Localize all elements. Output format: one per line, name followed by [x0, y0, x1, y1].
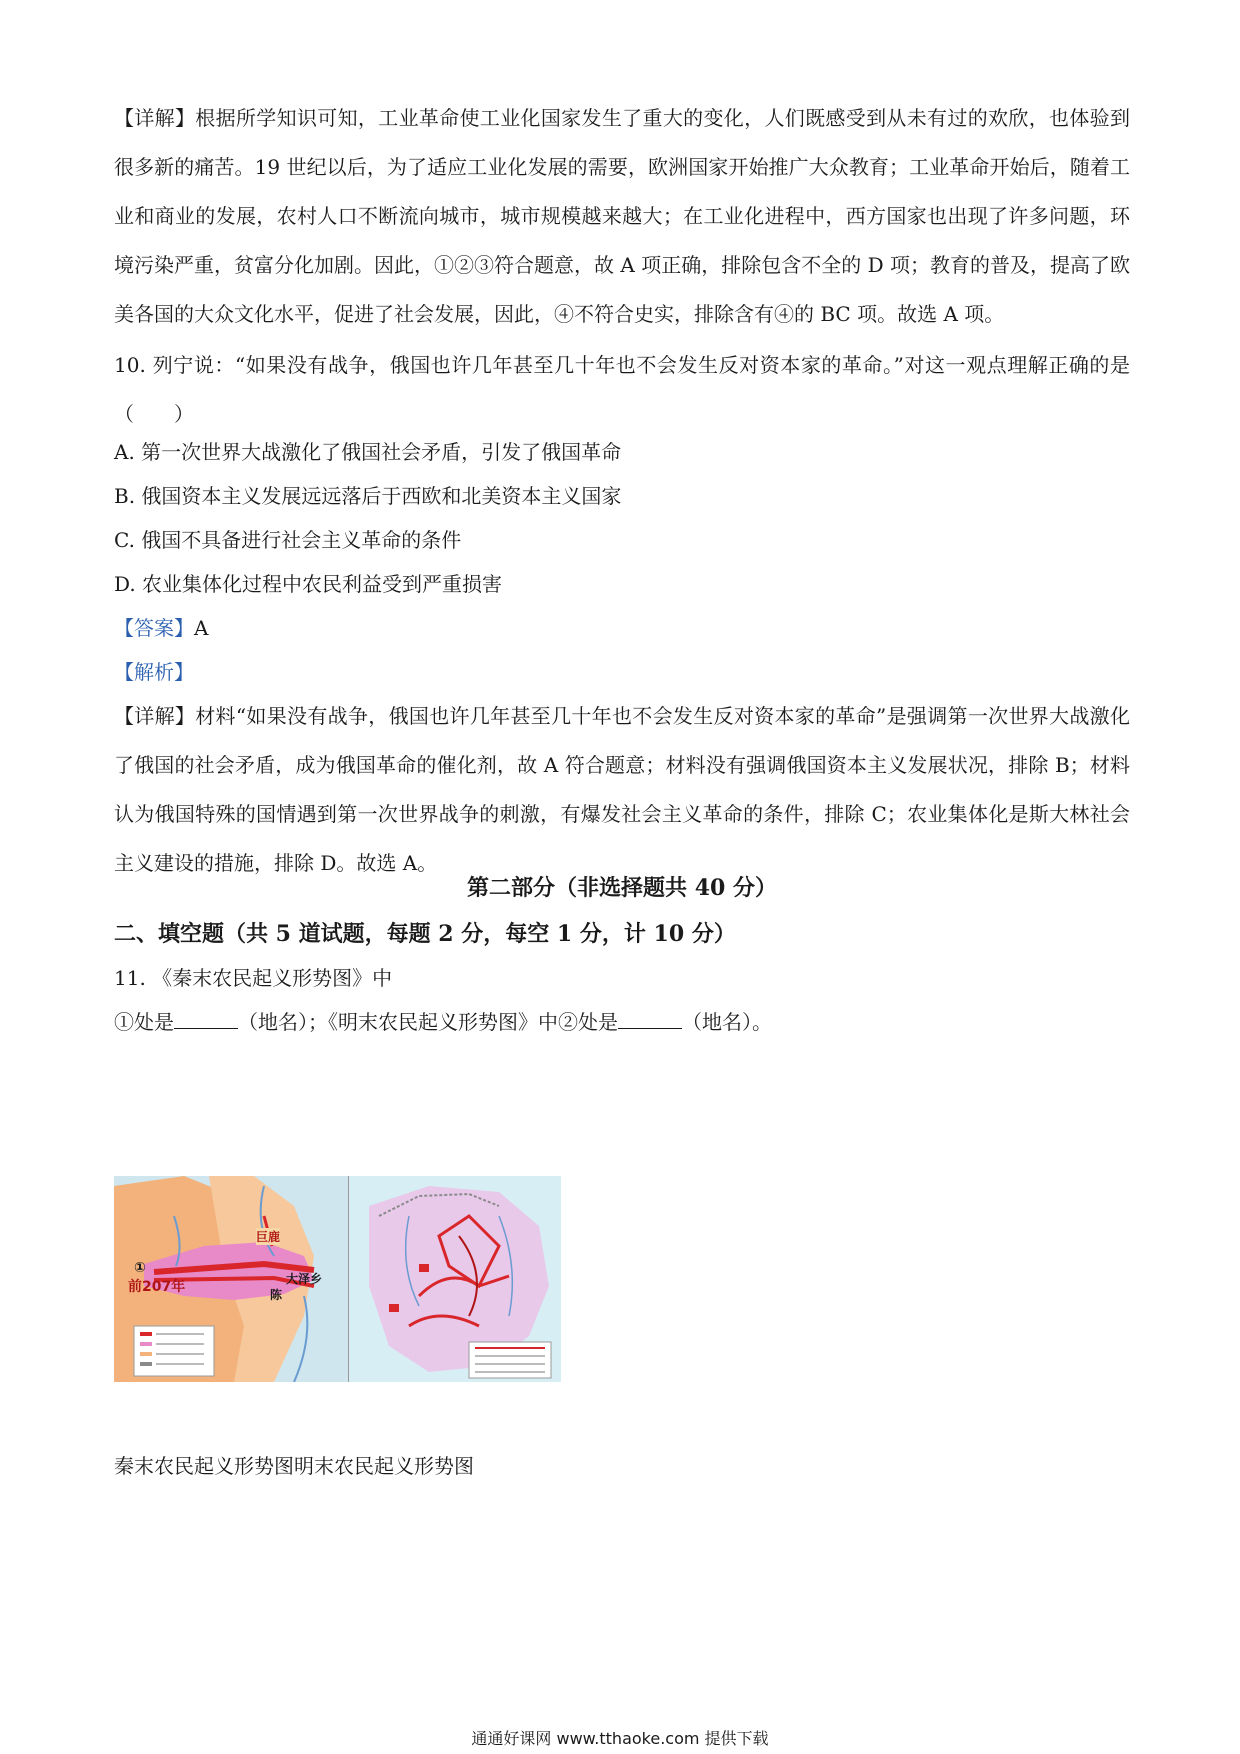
question-11-line2: ①处是 （地名）；《明末农民起义形势图》中②处是 （地名）。	[114, 1010, 772, 1034]
map1-julu-label: 巨鹿	[256, 1230, 281, 1244]
option-a: A. 第一次世界大战激化了俄国社会矛盾，引发了俄国革命	[114, 440, 622, 464]
ming-map-graphic	[349, 1176, 561, 1382]
question-11-line1: 11. 《秦末农民起义形势图》中	[114, 966, 393, 990]
detail-paragraph-q9: 【详解】根据所学知识可知，工业革命使工业化国家发生了重大的变化，人们既感受到从未有过的欢欣，也体验到很多新的痛苦。19 世纪以后，为了适应工业化发展的需要，欧洲国家开始推广大众教育；工业革命开始后，随着工业和商业的发展，农村人口不断流向城市，城市规模越来越大；在工业化进程中，西方国家也出现了许多问题，环境污染严重，贫富分化加剧。因此，①②③符合题意，故 A 项正确，排除包含不全的 D 项；教育的普及，提高了欧美各国的大众文化水平，促进了社会发展，因此，④不符合史实，排除含有④的 BC 项。故选 A 项。	[114, 106, 1130, 326]
option-b: B. 俄国资本主义发展远远落后于西欧和北美资本主义国家	[114, 484, 622, 508]
qin-uprising-map	[114, 1176, 348, 1382]
map1-year-label: 前207年	[128, 1279, 186, 1295]
answer-tag: 【答案】	[114, 616, 194, 640]
map1-chen-label: 陈	[270, 1288, 283, 1302]
blank-1	[174, 1010, 238, 1029]
blank-2	[618, 1010, 682, 1029]
maps-figure	[114, 1176, 560, 1382]
option-d: D. 农业集体化过程中农民利益受到严重损害	[114, 572, 503, 596]
detail-paragraph-q10: 【详解】材料“如果没有战争，俄国也许几年甚至几十年也不会发生反对资本家的革命”是强调第一次世界大战激化了俄国的社会矛盾，成为俄国革命的催化剂，故 A 符合题意；材料没有强调俄国资本主义发展状况，排除 B；材料认为俄国特殊的国情遇到第一次世界战争的刺激，有爆发社会主义革命的条件，排除 C；农业集体化是斯大林社会主义建设的措施，排除 D。故选 A。	[114, 704, 1130, 875]
answer-value: A	[194, 616, 209, 640]
option-c: C. 俄国不具备进行社会主义革命的条件	[114, 528, 462, 552]
map1-dazexiang-label: 大泽乡	[286, 1272, 323, 1286]
maps-caption: 秦末农民起义形势图明末农民起义形势图	[114, 1454, 474, 1478]
section2-title: 二、填空题（共 5 道试题，每题 2 分，每空 1 分，计 10 分）	[114, 921, 736, 947]
map1-circle-number: ①	[134, 1260, 146, 1276]
part2-title: 第二部分（非选择题共 40 分）	[467, 875, 777, 901]
question-10-stem: 10. 列宁说：“如果没有战争，俄国也许几年甚至几十年也不会发生反对资本家的革命。”对这一观点理解正确的是（ ）	[114, 353, 1130, 426]
analysis-tag: 【解析】	[114, 660, 194, 684]
page-footer: 通通好课网 www.tthaoke.com 提供下载	[471, 1729, 769, 1748]
ming-uprising-map	[348, 1176, 561, 1382]
answer-line	[114, 604, 208, 653]
